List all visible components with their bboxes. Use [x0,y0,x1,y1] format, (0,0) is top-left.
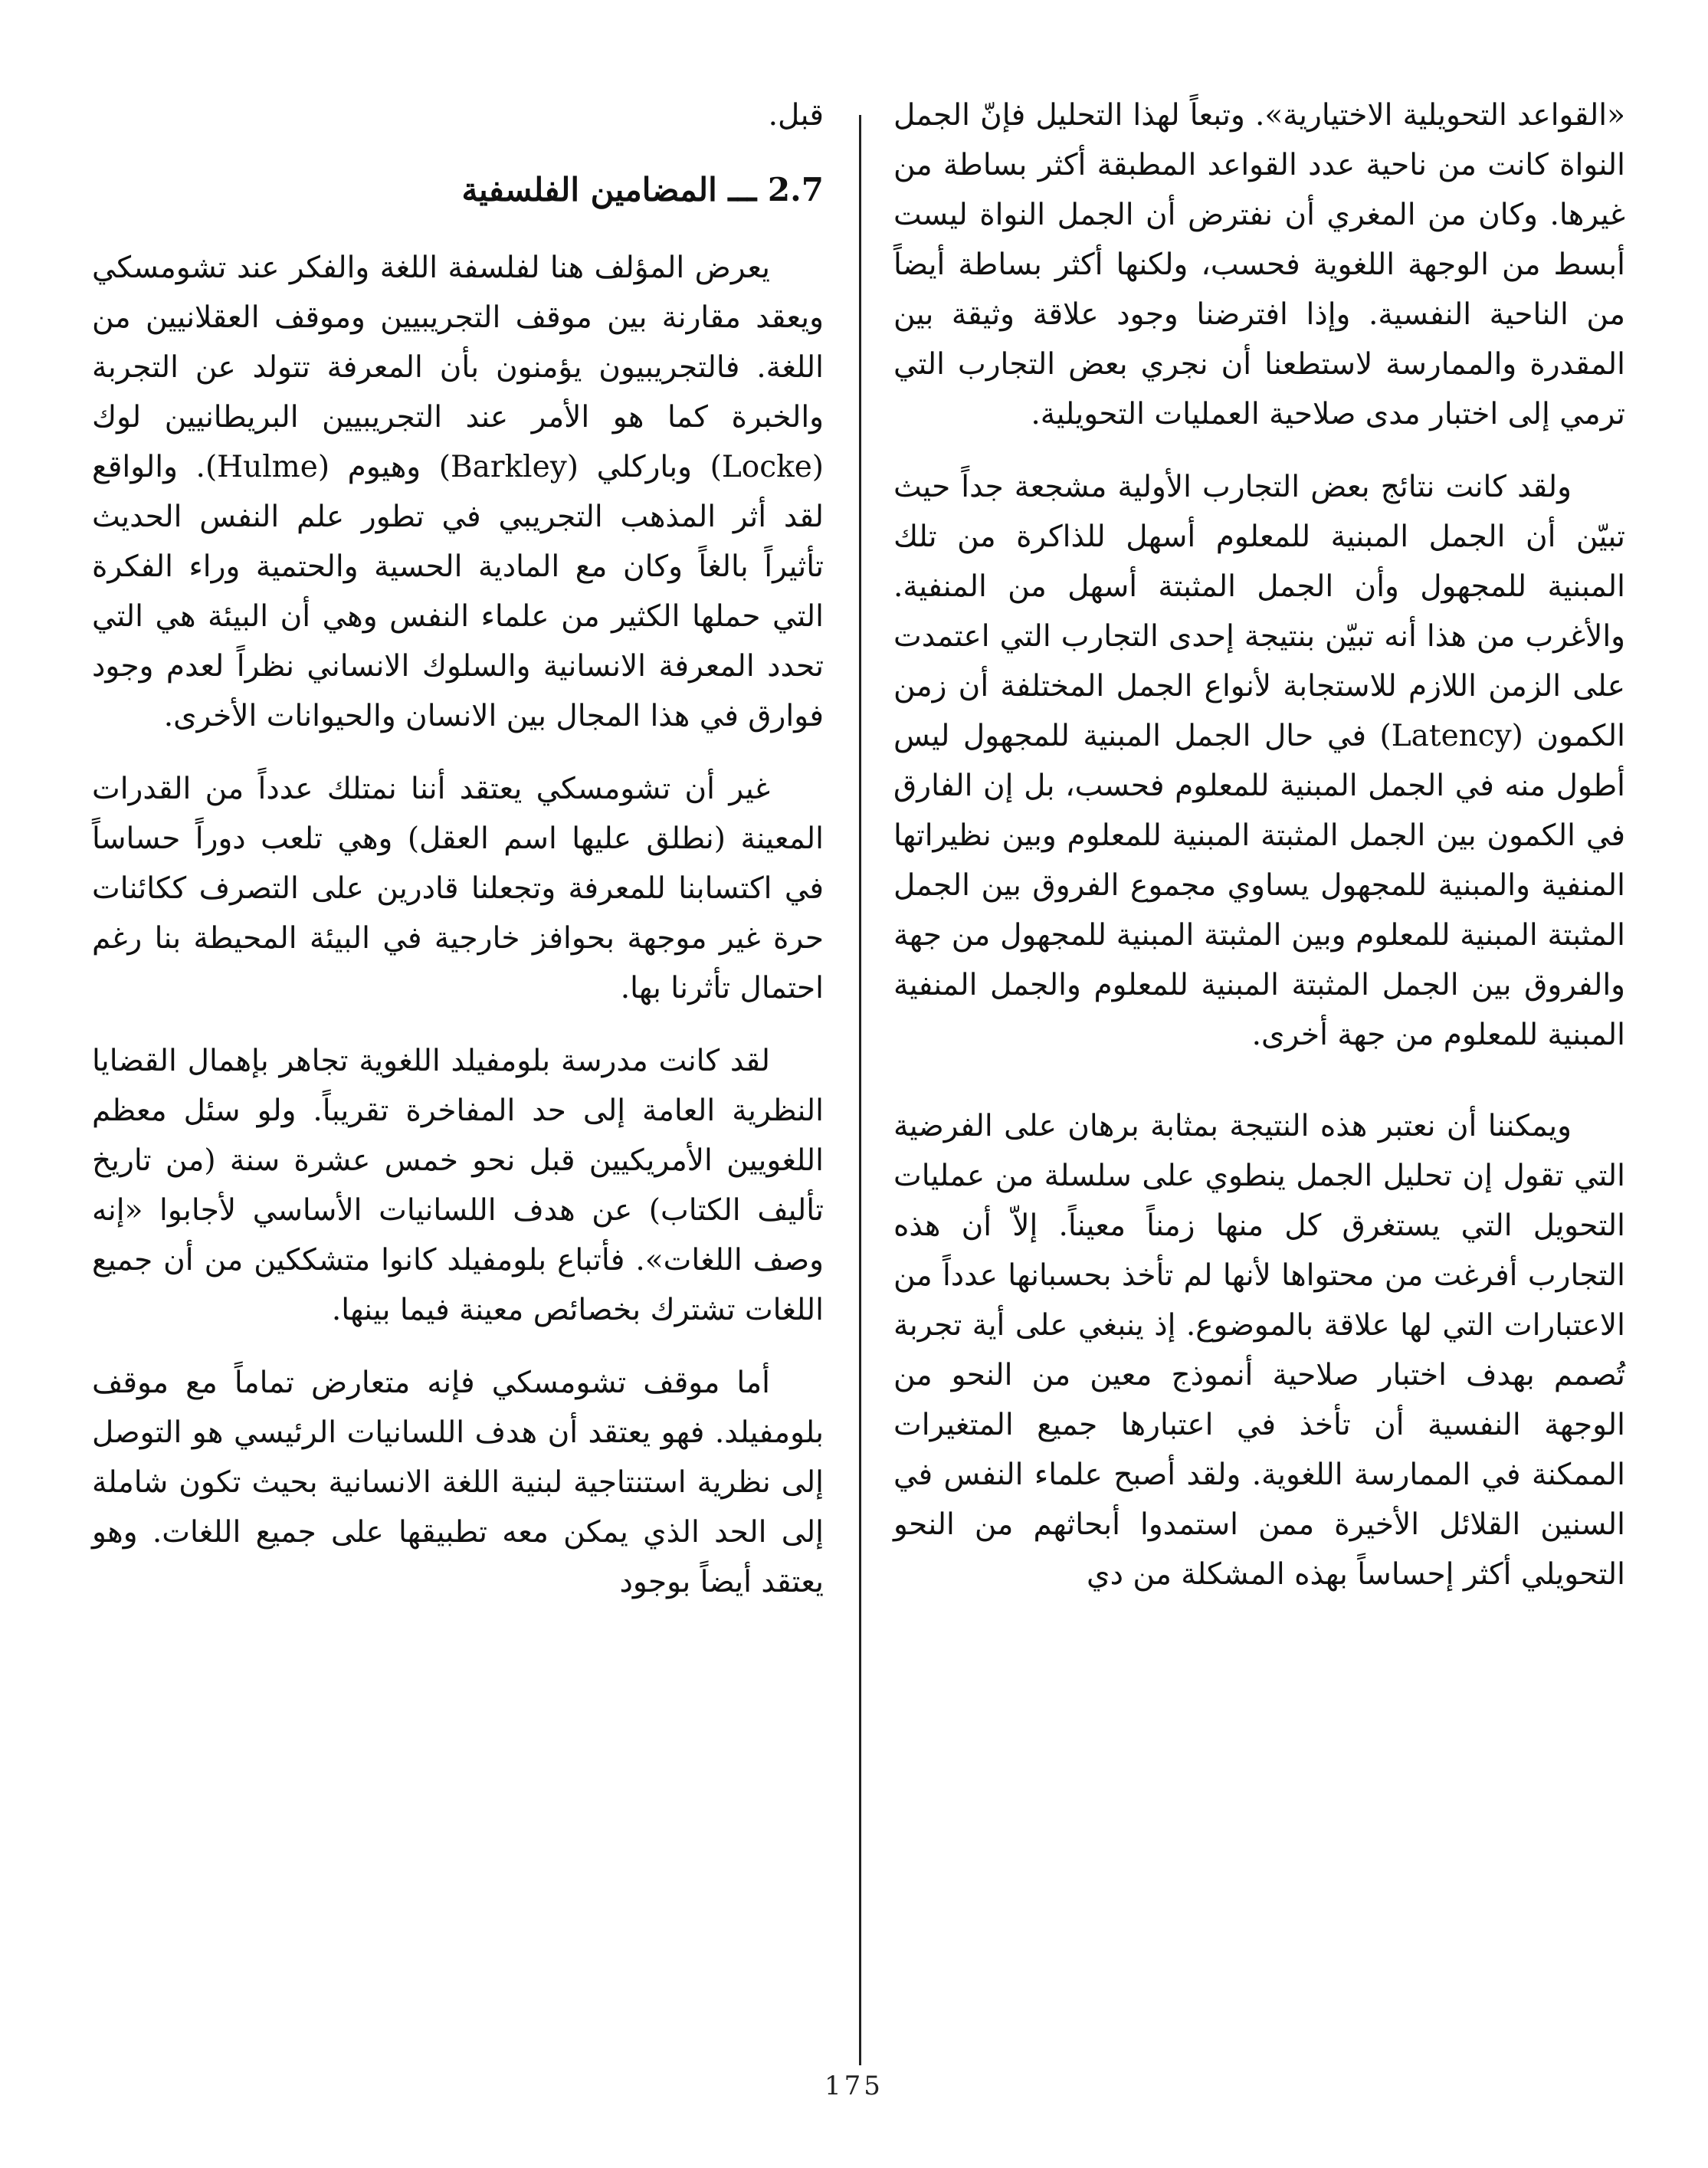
left-paragraph-1: يعرض المؤلف هنا لفلسفة اللغة والفكر عند تشومسكي ويعقد مقارنة بين موقف التجريبيين وموقف العقلانيين من اللغة. فالتجريبيون يؤمنون بأن المعرفة تتولد عن التجربة والخبرة كما هو الأمر عند التجريبيين البريطانيين لوك (Locke) وباركلي (Barkley) وهيوم (Hulme). والواقع لقد أثر المذهب التجريبي في تطور علم النفس الحديث تأثيراً بالغاً وكان مع المادية الحسية والحتمية وراء الفكرة التي حملها الكثير من علماء النفس وهي أن البيئة هي التي تحدد المعرفة الانسانية والسلوك الانساني نظراً لعدم وجود فوارق في هذا المجال بين الانسان والحيوانات الأخرى. [92,251,824,733]
right-paragraph-2: ولقد كانت نتائج بعض التجارب الأولية مشجعة جداً حيث تبيّن أن الجمل المبنية للمعلوم أسهل للذاكرة من تلك المبنية للمجهول وأن الجمل المثبتة أسهل من المنفية. والأغرب من هذا أنه تبيّن بنتيجة إحدى التجارب التي اعتمدت على الزمن اللازم للاستجابة لأنواع الجمل المختلفة أن زمن الكمون (Latency) في حال الجمل المبنية للمجهول ليس أطول منه في الجمل المبنية للمعلوم فحسب، بل إن الفارق في الكمون بين الجمل المثبتة المبنية للمعلوم وبين نظيراتها المنفية والمبنية للمجهول يساوي مجموع الفروق بين الجمل المثبتة المبنية للمعلوم وبين المثبتة المبنية للمجهول من جهة والفروق بين الجمل المثبتة المبنية للمعلوم والجمل المنفية المبنية للمعلوم من جهة أخرى. [893,470,1626,1052]
right-paragraph-1: «القواعد التحويلية الاختيارية». وتبعاً لهذا التحليل فإنّ الجمل النواة كانت من ناحية عدد القواعد المطبقة أكثر بساطة من غيرها. وكان من المغري أن نفترض أن الجمل النواة ليست أبسط من الوجهة اللغوية فحسب، ولكنها أكثر بساطة أيضاً من الناحية النفسية. وإذا افترضنا وجود علاقة وثيقة بين المقدرة والممارسة لاستطعنا أن نجري بعض التجارب التي ترمي إلى اختبار مدى صلاحية العمليات التحويلية. [893,98,1625,431]
column-divider [859,115,861,2065]
left-paragraph-2: غير أن تشومسكي يعتقد أننا نمتلك عدداً من القدرات المعينة (نطلق عليها اسم العقل) وهي تلعب دوراً حساساً في اكتسابنا للمعرفة وتجعلنا قادرين على التصرف ككائنات حرة غير موجهة بحوافز خارجية في البيئة المحيطة بنا رغم احتمال تأثرنا بها. [92,772,824,1005]
left-paragraph-3: لقد كانت مدرسة بلومفيلد اللغوية تجاهر بإهمال القضايا النظرية العامة إلى حد المفاخرة تقريباً. ولو سئل معظم اللغويين الأمريكيين قبل نحو خمس عشرة سنة (من تاريخ تأليف الكتاب) عن هدف اللسانيات الأساسي لأجابوا «إنه وصف اللغات». فأتباع بلومفيلد كانوا متشككين من أن جميع اللغات تشترك بخصائص معينة فيما بينها. [92,1044,824,1327]
left-column [92,90,824,1630]
section-heading: 2.7 ـــ المضامين الفلسفية [461,171,824,208]
left-paragraph-4: أما موقف تشومسكي فإنه متعارض تماماً مع موقف بلومفيلد. فهو يعتقد أن هدف اللسانيات الرئيسي هو التوصل إلى نظرية استنتاجية لبنية اللغة الانسانية بحيث تكون شاملة إلى الحد الذي يمكن معه تطبيقها على جميع اللغات. وهو يعتقد أيضاً بوجود [92,1366,824,1599]
right-paragraph-3: ويمكننا أن نعتبر هذه النتيجة بمثابة برهان على الفرضية التي تقول إن تحليل الجمل ينطوي على سلسلة من عمليات التحويل التي يستغرق كل منها زمناً معيناً. إلاّ أن هذه التجارب أفرغت من محتواها لأنها لم تأخذ بحسبانها عدداً من الاعتبارات التي لها علاقة بالموضوع. إذ ينبغي على أية تجربة تُصمم بهدف اختبار صلاحية أنموذج معين من النحو من الوجهة النفسية أن تأخذ في اعتبارها جميع المتغيرات الممكنة في الممارسة اللغوية. ولقد أصبح علماء النفس في السنين القلائل الأخيرة ممن استمدوا أبحاثهم من النحو التحويلي أكثر إحساساً بهذه المشكلة من دي [893,1109,1625,1592]
right-column [893,90,1625,1622]
opening-line: قبل. [768,98,824,133]
page-number: 175 [824,2071,884,2101]
